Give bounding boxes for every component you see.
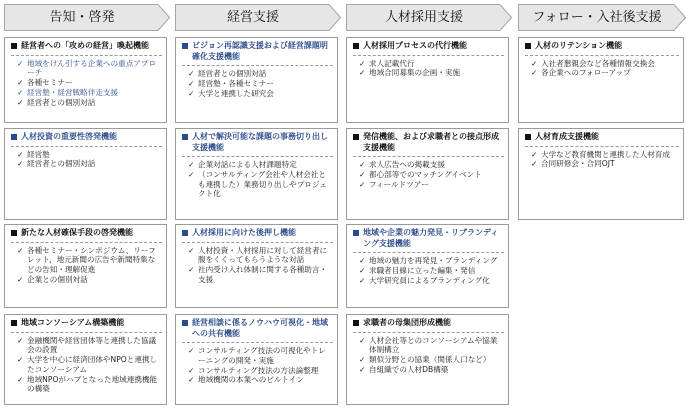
- check-icon: ✓: [359, 355, 366, 365]
- function-box: [4, 37, 167, 123]
- function-box: [4, 224, 167, 308]
- list-item: ✓ 地域の魅力を再発見・ブランディング: [359, 256, 498, 265]
- check-icon: ✓: [359, 256, 366, 265]
- check-icon: ✓: [17, 159, 24, 169]
- box-title: 人材のリテンション機能: [525, 41, 679, 52]
- check-icon: ✓: [359, 160, 366, 169]
- list-item: ✓ コンサルティング技法の方法論整理: [188, 365, 319, 375]
- check-icon: ✓: [359, 265, 366, 275]
- check-icon: ✓: [188, 78, 195, 88]
- function-box: [518, 128, 684, 220]
- square-bullet-icon: [11, 134, 17, 140]
- check-icon: ✓: [17, 355, 24, 365]
- list-item: ✓ 経営者との個別対話: [188, 69, 267, 78]
- list-item: ✓ 地域NPOがハブとなった地域連携機能の構築: [17, 374, 158, 394]
- check-icon: ✓: [359, 179, 366, 189]
- dashed-divider: [353, 156, 504, 157]
- dashed-divider: [11, 242, 162, 243]
- list-item: ✓ 各種セミナー・シンポジウム、リーフレット、地元新聞の広告や新聞特集などの告知・理解促進: [17, 245, 156, 275]
- list-item: ✓ 合同研修会・合同OJT: [531, 159, 615, 169]
- list-item: ✓ 類似分野との協業（関係人口など）: [359, 355, 491, 365]
- check-icon: ✓: [531, 159, 538, 169]
- header-label: 人材採用支援: [384, 10, 463, 25]
- header-label: フォロー・入社後支援: [532, 10, 662, 25]
- list-item: ✓ 求人広告への掲載支援: [359, 160, 445, 169]
- list-item: ✓ 社内受け入れ体制に関する各種助言・支援: [188, 265, 328, 284]
- square-bullet-icon: [353, 43, 359, 49]
- list-item: ✓ 都心部等でのマッチングイベント: [359, 169, 482, 179]
- box-title: 発信機能、および求職者との接点形成支援機能: [353, 132, 504, 153]
- dashed-divider: [182, 65, 333, 66]
- function-box: [518, 37, 684, 123]
- list-item: ✓ 人材投資・人材採用に対して経営者に腹をくくってもらうような対話: [188, 245, 328, 265]
- dashed-divider: [525, 55, 679, 56]
- square-bullet-icon: [353, 320, 359, 326]
- check-icon: ✓: [531, 149, 538, 159]
- dashed-divider: [353, 252, 504, 253]
- list-item: ✓ 各種セミナー: [17, 78, 73, 88]
- check-icon: ✓: [17, 58, 24, 68]
- function-box: [175, 37, 338, 123]
- square-bullet-icon: [11, 320, 17, 326]
- square-bullet-icon: [11, 230, 17, 236]
- list-item: ✓ 自組織での人材DB構築: [359, 364, 449, 374]
- list-item: ✓ 経営塾・各種セミナー: [188, 78, 274, 88]
- function-box: [346, 224, 509, 308]
- list-item: ✓ 企業との個別対話: [17, 274, 88, 284]
- list-item: ✓ 地域をけん引する企業への重点アプローチ: [17, 58, 157, 78]
- check-icon: ✓: [359, 169, 366, 179]
- list-item: ✓ 経営塾・経営戦略伴走支援: [17, 87, 119, 97]
- square-bullet-icon: [182, 43, 188, 49]
- square-bullet-icon: [11, 43, 17, 49]
- dashed-divider: [525, 146, 679, 147]
- box-title: 人材で解決可能な課題の事務切り出し支援機能: [182, 132, 333, 153]
- function-box: [175, 128, 338, 220]
- check-icon: ✓: [188, 88, 195, 98]
- check-icon: ✓: [17, 335, 24, 345]
- check-icon: ✓: [17, 87, 24, 97]
- list-item: ✓ （コンサルティング会社や人材会社とも連携した）業務切り出しやプロジェクト化: [188, 169, 327, 199]
- list-item: ✓ コンサルティング技法の可視化やトレーニングの開発・実施: [188, 346, 326, 365]
- dashed-divider: [11, 332, 162, 333]
- square-bullet-icon: [182, 230, 188, 236]
- check-icon: ✓: [17, 97, 24, 107]
- list-item: ✓ 大学など教育機関と連携した人材育成: [531, 149, 671, 159]
- check-icon: ✓: [188, 265, 195, 275]
- check-icon: ✓: [359, 68, 366, 78]
- list-item: ✓ 地域合同募集の企画・実施: [359, 68, 461, 78]
- box-title: 地域や企業の魅力発見・リブランディング支援機能: [353, 228, 504, 249]
- check-icon: ✓: [17, 374, 24, 384]
- header-column-1: [4, 4, 170, 31]
- check-icon: ✓: [17, 149, 24, 159]
- list-item: ✓ 大学研究員によるブランディング化: [359, 275, 490, 285]
- dashed-divider: [182, 342, 333, 343]
- box-title: 人材採用に向けた後押し機能: [182, 228, 333, 239]
- function-box: [175, 314, 338, 405]
- dashed-divider: [182, 242, 333, 243]
- check-icon: ✓: [188, 346, 195, 355]
- function-box: [4, 314, 167, 405]
- box-title: 人材育成支援機能: [525, 132, 679, 143]
- dashed-divider: [353, 55, 504, 56]
- list-item: ✓ 入社者懇親会など各種情報交換会: [531, 58, 655, 68]
- box-title: ビジョン再認識支援および経営課題明確化支援機能: [182, 41, 333, 62]
- header-column-2: [175, 4, 341, 31]
- function-box: [346, 128, 509, 220]
- box-title: 人材採用プロセスの代行機能: [353, 41, 504, 52]
- check-icon: ✓: [188, 169, 195, 179]
- check-icon: ✓: [359, 275, 366, 285]
- list-item: ✓ 大学と連携した研究会: [188, 88, 274, 98]
- function-box: [175, 224, 338, 308]
- square-bullet-icon: [525, 43, 531, 49]
- box-title: 地域コンソーシアム構築機能: [11, 318, 162, 329]
- box-title: 求職者の母集団形成機能: [353, 318, 504, 329]
- square-bullet-icon: [182, 320, 188, 326]
- check-icon: ✓: [188, 69, 195, 78]
- box-title: 人材投資の重要性啓発機能: [11, 132, 162, 143]
- list-item: ✓ 金融機関や経営団体等と連携した協議会の設置: [17, 335, 157, 355]
- function-box: [346, 37, 509, 123]
- check-icon: ✓: [359, 335, 366, 345]
- dashed-divider: [11, 55, 162, 56]
- list-item: ✓ 求職者目線に立った編集・発信: [359, 265, 476, 275]
- check-icon: ✓: [531, 58, 538, 68]
- box-title: 経営相談に係るノウハウ可視化・地域への共有機能: [182, 318, 333, 339]
- header-column-4: [518, 4, 686, 31]
- function-box: [4, 128, 167, 220]
- header-column-3: [346, 4, 512, 31]
- function-box: [346, 314, 509, 405]
- check-icon: ✓: [359, 58, 366, 68]
- check-icon: ✓: [17, 274, 24, 284]
- box-title: 経営者への「攻めの経営」喚起機能: [11, 41, 162, 52]
- list-item: ✓ 経営塾: [17, 149, 50, 159]
- check-icon: ✓: [188, 245, 195, 255]
- header-label: 告知・啓発: [49, 10, 115, 25]
- dashed-divider: [182, 156, 333, 157]
- list-item: ✓ 求人記載代行: [359, 58, 415, 68]
- square-bullet-icon: [525, 134, 531, 140]
- check-icon: ✓: [17, 78, 24, 88]
- square-bullet-icon: [182, 134, 188, 140]
- check-icon: ✓: [188, 365, 195, 375]
- list-item: ✓ 企業対話による人材課題特定: [188, 160, 297, 169]
- list-item: ✓ 人材会社等とのコンソーシアムや協業体制構立: [359, 335, 498, 355]
- check-icon: ✓: [188, 375, 195, 385]
- dashed-divider: [11, 146, 162, 147]
- square-bullet-icon: [353, 134, 359, 140]
- check-icon: ✓: [17, 245, 24, 255]
- list-item: ✓ 大学を中心に経済団体やNPOと連携したコンソーシアム: [17, 355, 158, 374]
- check-icon: ✓: [531, 68, 538, 78]
- list-item: ✓ 経営者との個別対話: [17, 97, 96, 107]
- check-icon: ✓: [359, 364, 366, 374]
- list-item: ✓ フィールドツアー: [359, 179, 429, 189]
- check-icon: ✓: [188, 160, 195, 169]
- list-item: ✓ 地域機関の本業へのビルトイン: [188, 375, 304, 385]
- list-item: ✓ 各企業へのフォローアップ: [531, 68, 631, 78]
- square-bullet-icon: [353, 230, 359, 236]
- header-label: 経営支援: [226, 10, 279, 25]
- box-title: 新たな人材確保手段の啓発機能: [11, 228, 162, 239]
- list-item: ✓ 経営者との個別対話: [17, 159, 96, 169]
- dashed-divider: [353, 332, 504, 333]
